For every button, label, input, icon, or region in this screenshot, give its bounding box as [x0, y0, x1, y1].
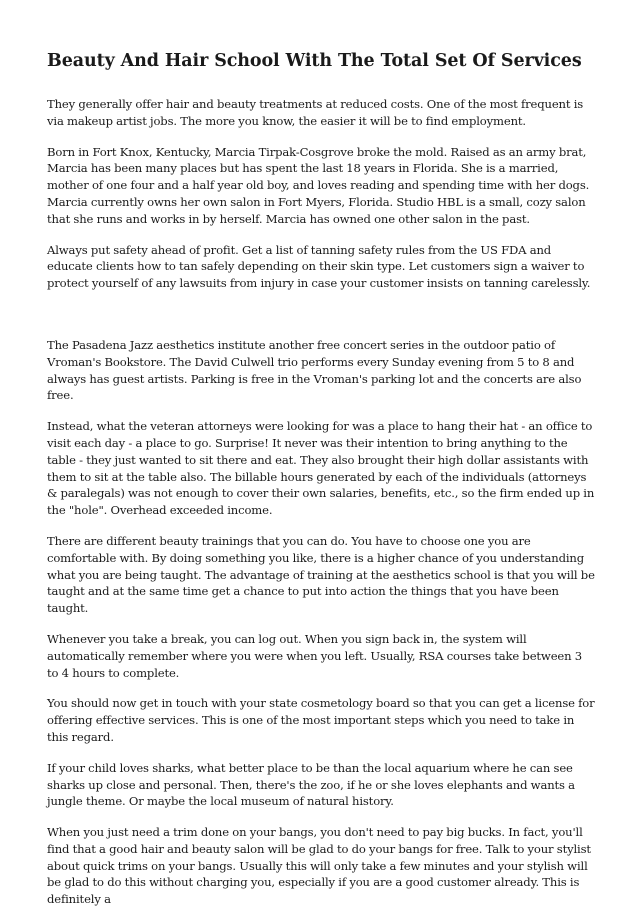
paragraph-log-out: Whenever you take a break, you can log out. When you sign back in, the system will automatically remember where you were when you left. Usually, RSA courses take between 3 to 4 hours to complete.	[47, 631, 582, 680]
paragraph-intro: They generally offer hair and beauty treatments at reduced costs. One of the most frequent is via makeup artist jobs. The more you know, the easier it will be to find employment.	[47, 97, 584, 128]
paragraph-marcia-bio: Born in Fort Knox, Kentucky, Marcia Tirpak-Cosgrove broke the mold. Raised as an army brat, Marcia has been many places but has spent the last 18 years in Florida. She is a married, mother of one four and a half year old boy, and loves reading and spending time with her dogs. Marcia currently owns her own salon in Fort Myers, Florida. Studio HBL is a small, cozy salon that she runs and works in by herself. Marcia has owned one other salon in the past.	[47, 144, 590, 226]
paragraph-pasadena-jazz: The Pasadena Jazz aesthetics institute another free concert series in the outdoor patio of Vroman's Bookstore. The David Culwell trio performs every Sunday evening from 5 to 8 and always has guest artists. Parking is free in the Vroman's parking lot and the concerts are also free.	[47, 337, 582, 403]
section-gap	[47, 306, 595, 337]
document-title: Beauty And Hair School With The Total Set Of Services	[47, 51, 582, 71]
paragraph-beauty-trainings: There are different beauty trainings that you can do. You have to choose one you are comfortable with. By doing something you like, there is a higher chance of you understanding what you are being taught. The advantage of training at the aesthetics school is that you will be taught and at the same time get a chance to put into action the things that you have been taught.	[47, 533, 595, 616]
paragraph-veteran-attorneys: Instead, what the veteran attorneys were looking for was a place to hang their hat - an office to visit each day - a place to go. Surprise! It never was their intention to bring anything to the table - they just wanted to sit there and eat. They also brought their high dollar assistants with them to sit at the table also. The billable hours generated by each of the individuals (attorneys & paralegals) was not enough to cover their own salaries, benefits, etc., so the firm ended up in the "hole". Overhead exceeded income.	[47, 419, 595, 518]
paragraph-safety: Always put safety ahead of profit. Get a list of tanning safety rules from the US FDA and educate clients how to tan safely depending on their skin type. Let customers sign a waiver to protect yourself of any lawsuits from injury in case your customer insists on tanning carelessly.	[47, 242, 591, 291]
paragraph-cosmetology-board: You should now get in touch with your state cosmetology board so that you can get a license for offering effective services. This is one of the most important steps which you need to take in this regard.	[47, 696, 595, 744]
paragraph-bangs-trim: When you just need a trim done on your bangs, you don't need to pay big bucks. In fact, you'll find that a good hair and beauty salon will be glad to do your bangs for free. Talk to your stylist about quick trims on your bangs. Usually this will only take a few minutes and your stylish will be glad to do this without charging you, especially if you are a good customer already. This is definitely a	[47, 825, 591, 907]
document-page	[47, 48, 595, 922]
paragraph-sharks: If your child loves sharks, what better place to be than the local aquarium where he can see sharks up close and personal. Then, there's the zoo, if he or she loves elephants and wants a jungle theme. Or maybe the local museum of natural history.	[47, 760, 575, 809]
